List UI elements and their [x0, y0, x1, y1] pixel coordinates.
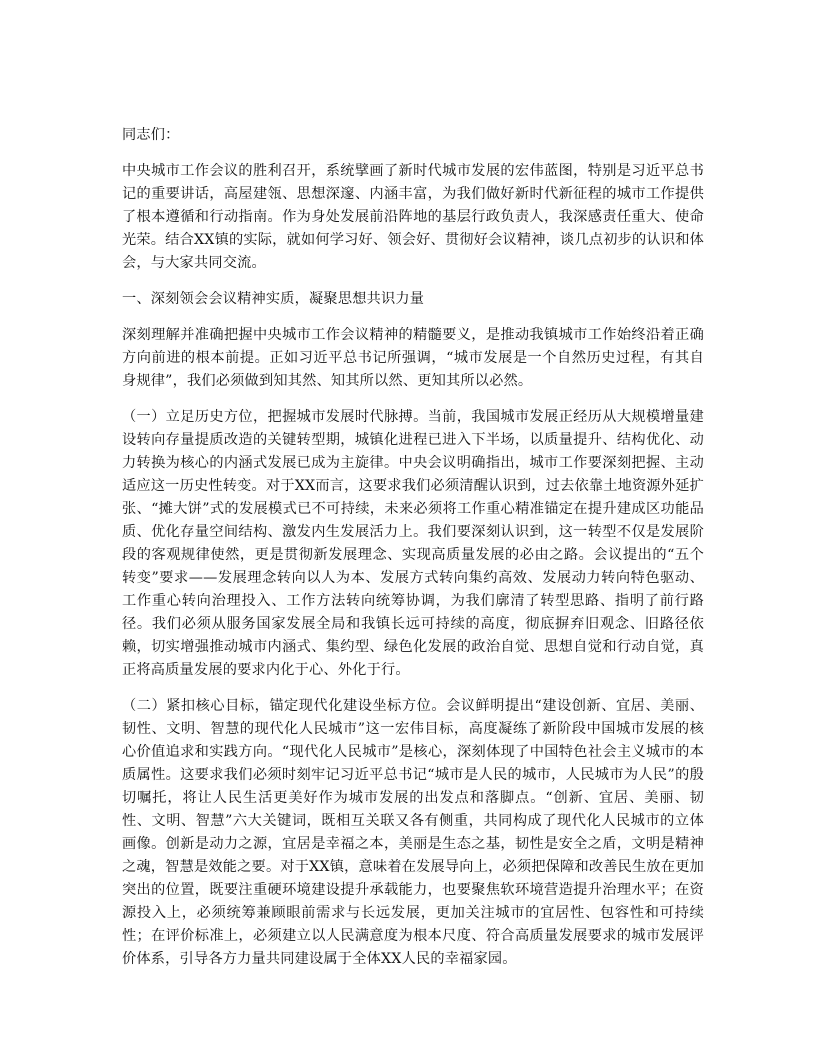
section-heading: 一、深刻领会会议精神实质，凝聚思想共识力量 — [122, 291, 425, 307]
subsection-2-paragraph: （二）紧扣核心目标，锚定现代化建设坐标方位。会议鲜明提出“建设创新、宜居、美丽、韧性、文明、智慧的现代化人民城市”这一宏伟目标，高度凝练了新阶段中国城市发展的核心价值追求和实践方向。“现代化人民城市”是核心，深刻体现了中国特色社会主义城市的本质属性。这要求我们必须时刻牢记习近平总书记“城市是人民的城市，人民城市为人民”的殷切嘱托，将让人民生活更美好作为城市发展的出发点和落脚点。“创新、宜居、美丽、韧性、文明、智慧”六大关键词，既相互关联又各有侧重，共同构成了现代化人民城市的立体画像。创新是动力之源，宜居是幸福之本，美丽是生态之基，韧性是安全之盾，文明是精神之魂，智慧是效能之要。对于XX镇，意味着在发展导向上，必须把保障和改善民生放在更加突出的位置，既要注重硬环境建设提升承载能力，也要聚焦软环境营造提升治理水平；在资源投入上，必须统筹兼顾眼前需求与长远发展，更加关注城市的宜居性、包容性和可持续性；在评价标准上，必须建立以人民满意度为根本尺度、符合高质量发展要求的城市发展评价体系，引导各方力量共同建设属于全体XX人民的幸福家园。 — [122, 698, 704, 967]
subsection-1-paragraph: （一）立足历史方位，把握城市发展时代脉搏。当前，我国城市发展正经历从大规模增量建设转向存量提质改造的关键转型期，城镇化进程已进入下半场，以质量提升、结构优化、动力转换为核心的内涵式发展已成为主旋律。中央会议明确指出，城市工作要深刻把握、主动适应这一历史性转变。对于XX而言，这要求我们必须清醒认识到，过去依靠土地资源外延扩张、“摊大饼”式的发展模式已不可持续，未来必须将工作重心精准锚定在提升建成区功能品质、优化存量空间结构、激发内生发展活力上。我们要深刻认识到，这一转型不仅是发展阶段的客观规律使然，更是贯彻新发展理念、实现高质量发展的必由之路。会议提出的“五个转变”要求——发展理念转向以人为本、发展方式转向集约高效、发展动力转向特色驱动、工作重心转向治理投入、工作方法转向统筹协调，为我们廓清了转型思路、指明了前行路径。我们必须从服务国家发展全局和我镇长远可持续的高度，彻底摒弃旧观念、旧路径依赖，切实增强推动城市内涵式、集约型、绿色化发展的政治自觉、思想自觉和行动自觉，真正将高质量发展的要求内化于心、外化于行。 — [122, 409, 704, 678]
document-body — [122, 124, 704, 984]
section-intro-paragraph: 深刻理解并准确把握中央城市工作会议精神的精髓要义，是推动我镇城市工作始终沿着正确方向前进的根本前提。正如习近平总书记所强调，“城市发展是一个自然历史过程，有其自身规律”，我们必须做到知其然、知其所以然、更知其所以必然。 — [122, 327, 704, 389]
intro-paragraph: 中央城市工作会议的胜利召开，系统擘画了新时代城市发展的宏伟蓝图，特别是习近平总书记的重要讲话，高屋建瓴、思想深邃、内涵丰富，为我们做好新时代新征程的城市工作提供了根本遵循和行动指南。作为身处发展前沿阵地的基层行政负责人，我深感责任重大、使命光荣。结合XX镇的实际，就如何学习好、领会好、贯彻好会议精神，谈几点初步的认识和体会，与大家共同交流。 — [122, 163, 704, 271]
salutation: 同志们： — [122, 127, 180, 143]
